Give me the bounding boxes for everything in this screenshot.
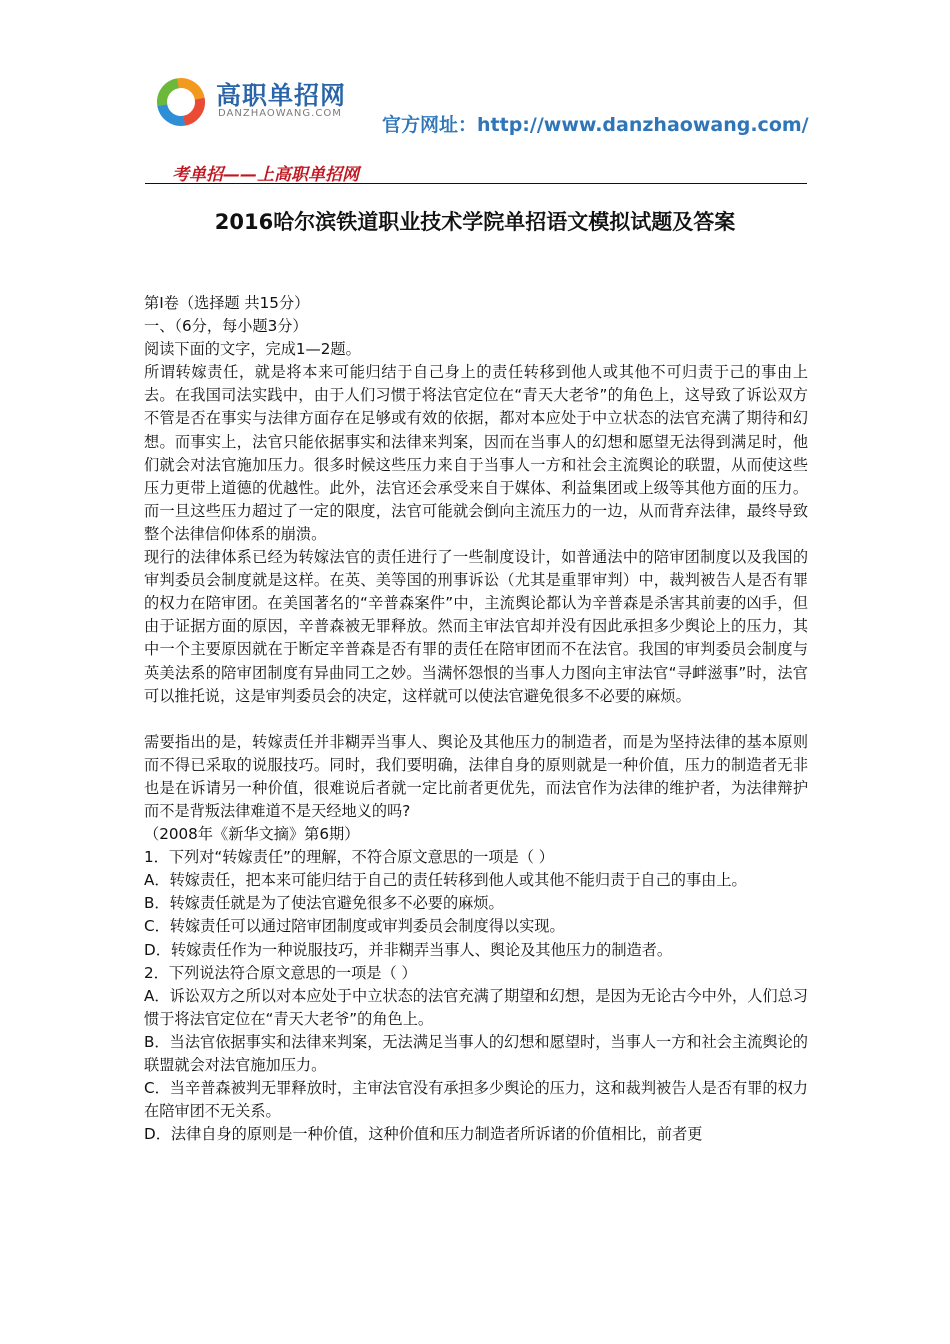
paragraph-spacer bbox=[144, 708, 808, 731]
passage-paragraph: 所谓转嫁责任，就是将本来可能归结于自己身上的责任转移到他人或其他不可归责于己的事由上去。在我国司法实践中，由于人们习惯于将法官定位在“青天大老爷”的角色上，这导致了诉讼双方不管是否在事实与法律方面存在足够或有效的依据，都对本应处于中立状态的法官充满了期待和幻想。而事实上，法官只能依据事实和法律来判案，因而在当事人的幻想和愿望无法得到满足时，他们就会对法官施加压力。很多时候这些压力来自于当事人一方和社会主流舆论的联盟，从而使这些压力更带上道德的优越性。此外，法官还会承受来自于媒体、利益集团或上级等其他方面的压力。而一旦这些压力超过了一定的限度，法官可能就会倒向主流压力的一边，从而背弃法律，最终导致整个法律信仰体系的崩溃。 bbox=[144, 363, 808, 543]
answer-option: B．转嫁责任就是为了使法官避免很多不必要的麻烦。 bbox=[144, 894, 504, 913]
answer-option: D．法律自身的原则是一种价值，这种价值和压力制造者所诉诸的价值相比，前者更 bbox=[144, 1125, 703, 1144]
answer-option: A．转嫁责任，把本来可能归结于自己的责任转移到他人或其他不能归责于自己的事由上。 bbox=[144, 871, 747, 890]
answer-option: C．转嫁责任可以通过陪审团制度或审判委员会制度得以实现。 bbox=[144, 917, 565, 936]
answer-option: A．诉讼双方之所以对本应处于中立状态的法官充满了期望和幻想，是因为无论古今中外，人们总习惯于将法官定位在“青天大老爷”的角色上。 bbox=[144, 986, 808, 1028]
document-body bbox=[144, 292, 808, 1146]
logo-title: 高职单招网 bbox=[216, 81, 347, 110]
passage-paragraph: 需要指出的是，转嫁责任并非糊弄当事人、舆论及其他压力的制造者，而是为坚持法律的基本原则而不得已采取的说服技巧。同时，我们要明确，法律自身的原则就是一种价值，压力的制造者无非也是在诉请另一种价值，很难说后者就一定比前者更优先，而法官作为法律的维护者，为法律辩护而不是背叛法律难道不是天经地义的吗? bbox=[144, 732, 808, 820]
document-title: 2016哈尔滨铁道职业技术学院单招语文模拟试题及答案 bbox=[214, 210, 736, 234]
question-stem: 2．下列说法符合原文意思的一项是（ ） bbox=[144, 963, 417, 982]
part-header: 一、（6分，每小题3分） bbox=[144, 317, 308, 336]
passage-paragraph: 现行的法律体系已经为转嫁法官的责任进行了一些制度设计，如普通法中的陪审团制度以及我国的审判委员会制度就是这样。在英、美等国的刑事诉讼（尤其是重罪审判）中，裁判被告人是否有罪的权力在陪审团。在美国著名的“辛普森案件”中，主流舆论都认为辛普森是杀害其前妻的凶手，但由于证据方面的原因，辛普森被无罪释放。然而主审法官却并没有因此承担多少舆论上的压力，其中一个主要原因就在于断定辛普森是否有罪的责任在陪审团而不在法官。我国的审判委员会制度与英美法系的陪审团制度有异曲同工之妙。当满怀怨恨的当事人力图向主审法官“寻衅滋事”时，法官可以推托说，这是审判委员会的决定，这样就可以使法官避免很多不必要的麻烦。 bbox=[144, 548, 808, 705]
logo-subtitle: DANZHAOWANG.COM bbox=[218, 108, 342, 119]
reading-instruction: 阅读下面的文字，完成1—2题。 bbox=[144, 340, 361, 359]
slogan-link[interactable]: 考单招——上高职单招网 bbox=[172, 165, 359, 185]
section-header: 第Ⅰ卷（选择题 共15分） bbox=[144, 294, 310, 312]
question-stem: 1．下列对“转嫁责任”的理解，不符合原文意思的一项是（ ） bbox=[144, 848, 554, 867]
page-header bbox=[0, 0, 950, 190]
answer-option: C．当辛普森被判无罪释放时，主审法官没有承担多少舆论的压力，这和裁判被告人是否有罪的权力在陪审团不无关系。 bbox=[144, 1079, 808, 1121]
answer-option: D．转嫁责任作为一种说服技巧，并非糊弄当事人、舆论及其他压力的制造者。 bbox=[144, 940, 673, 959]
answer-option: B．当法官依据事实和法律来判案，无法满足当事人的幻想和愿望时，当事人一方和社会主流舆论的联盟就会对法官施加压力。 bbox=[144, 1032, 808, 1074]
passage-source: （2008年《新华文摘》第6期） bbox=[144, 825, 360, 844]
official-url-link[interactable]: 官方网址：http://www.danzhaowang.com/ bbox=[382, 114, 809, 136]
logo-ring-icon bbox=[155, 76, 207, 128]
header-divider bbox=[145, 183, 807, 184]
